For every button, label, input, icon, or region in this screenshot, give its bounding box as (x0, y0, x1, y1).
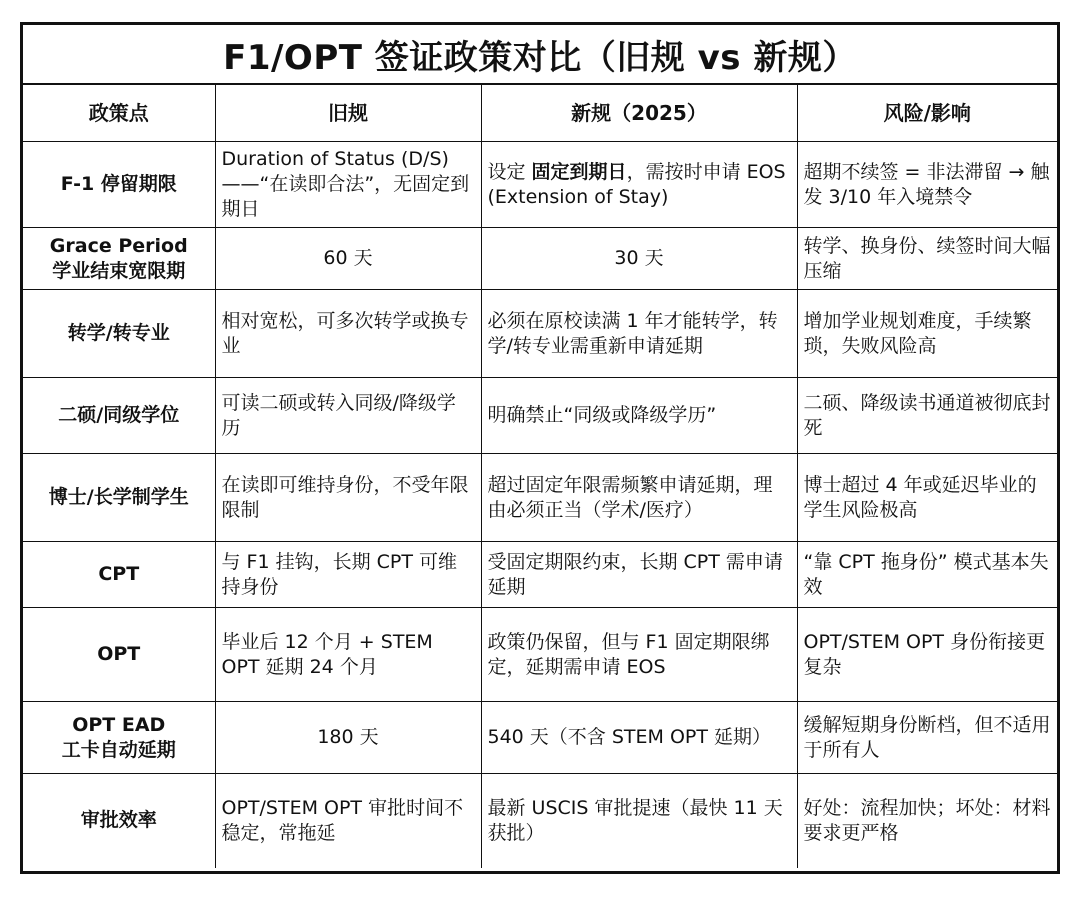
header-old: 旧规 (215, 85, 481, 142)
risk-cell: 博士超过 4 年或延迟毕业的学生风险极高 (797, 454, 1057, 542)
new-rule-text: 设定 (487, 160, 532, 183)
policy-cell (23, 774, 215, 868)
table-row (23, 608, 1057, 702)
new-rule-cell (481, 378, 797, 454)
policy-name: 博士/长学制学生 (48, 486, 189, 509)
new-rule-text: 超过固定年限需频繁申请延期，理由必须正当（学术/医疗） (487, 473, 773, 521)
old-rule-cell: 180 天 (215, 702, 481, 774)
new-rule-cell (481, 142, 797, 228)
policy-cell (23, 378, 215, 454)
policy-cell (23, 142, 215, 228)
risk-cell: 超期不续签 = 非法滞留 → 触发 3/10 年入境禁令 (797, 142, 1057, 228)
table-row (23, 454, 1057, 542)
table-row (23, 228, 1057, 290)
new-rule-cell (481, 702, 797, 774)
new-rule-text: 540 天（不含 STEM OPT 延期） (487, 726, 772, 749)
policy-name: OPT (97, 643, 141, 666)
policy-name-sub: 学业结束宽限期 (52, 259, 186, 282)
risk-cell: 增加学业规划难度，手续繁琐，失败风险高 (797, 290, 1057, 378)
header-policy: 政策点 (23, 85, 215, 142)
new-rule-emphasis: 固定到期日 (531, 160, 627, 183)
new-rule-text: 必须在原校读满 1 年才能转学，转学/转专业需重新申请延期 (487, 309, 778, 357)
risk-cell: 缓解短期身份断档，但不适用于所有人 (797, 702, 1057, 774)
old-rule-cell: 60 天 (215, 228, 481, 290)
new-rule-text: 受固定期限约束，长期 CPT 需申请延期 (487, 550, 783, 598)
policy-cell (23, 228, 215, 290)
new-rule-text: 最新 USCIS 审批提速（最快 11 天获批） (487, 797, 783, 844)
new-rule-cell (481, 542, 797, 608)
table-row (23, 142, 1057, 228)
policy-name: OPT EAD (72, 713, 166, 736)
table-row (23, 542, 1057, 608)
policy-cell (23, 454, 215, 542)
risk-cell: OPT/STEM OPT 身份衔接更复杂 (797, 608, 1057, 702)
old-rule-cell: 可读二硕或转入同级/降级学历 (215, 378, 481, 454)
old-rule-cell: 相对宽松，可多次转学或换专业 (215, 290, 481, 378)
old-rule-cell: 在读即可维持身份，不受年限限制 (215, 454, 481, 542)
table-header-row (23, 85, 1057, 142)
policy-cell (23, 542, 215, 608)
table-row (23, 774, 1057, 868)
header-new: 新规（2025） (481, 85, 797, 142)
risk-cell: 转学、换身份、续签时间大幅压缩 (797, 228, 1057, 290)
policy-cell (23, 608, 215, 702)
table-row (23, 702, 1057, 774)
policy-name: 转学/转专业 (67, 322, 170, 345)
header-risk: 风险/影响 (797, 85, 1057, 142)
risk-cell: 二硕、降级读书通道被彻底封死 (797, 378, 1057, 454)
new-rule-cell (481, 290, 797, 378)
new-rule-cell (481, 454, 797, 542)
new-rule-cell (481, 228, 797, 290)
policy-name: 审批效率 (80, 809, 157, 832)
policy-name: CPT (98, 563, 140, 586)
policy-name: F-1 停留期限 (60, 173, 177, 196)
policy-cell (23, 702, 215, 774)
new-rule-cell (481, 608, 797, 702)
table-row (23, 378, 1057, 454)
policy-comparison-table (23, 85, 1057, 868)
risk-cell: 好处：流程加快；坏处：材料要求更严格 (797, 774, 1057, 868)
policy-name: Grace Period (49, 234, 188, 257)
table-row (23, 290, 1057, 378)
old-rule-cell: 毕业后 12 个月 + STEM OPT 延期 24 个月 (215, 608, 481, 702)
old-rule-cell: 与 F1 挂钩，长期 CPT 可维持身份 (215, 542, 481, 608)
new-rule-cell (481, 774, 797, 868)
new-rule-text-tail: ，需按时申请 EOS (Extension of Stay) (487, 160, 786, 208)
risk-cell: “靠 CPT 拖身份” 模式基本失效 (797, 542, 1057, 608)
new-rule-text: 明确禁止“同级或降级学历” (487, 404, 717, 427)
old-rule-cell: Duration of Status (D/S) ——“在读即合法”，无固定到期日 (215, 142, 481, 228)
page-title: F1/OPT 签证政策对比（旧规 vs 新规） (23, 25, 1057, 85)
policy-name-sub: 工卡自动延期 (61, 738, 176, 761)
new-rule-text: 30 天 (614, 247, 664, 270)
new-rule-text: 政策仍保留，但与 F1 固定期限绑定，延期需申请 EOS (487, 630, 770, 678)
old-rule-cell: OPT/STEM OPT 审批时间不稳定，常拖延 (215, 774, 481, 868)
comparison-table-frame (20, 22, 1060, 874)
policy-name: 二硕/同级学位 (58, 404, 180, 427)
policy-cell (23, 290, 215, 378)
